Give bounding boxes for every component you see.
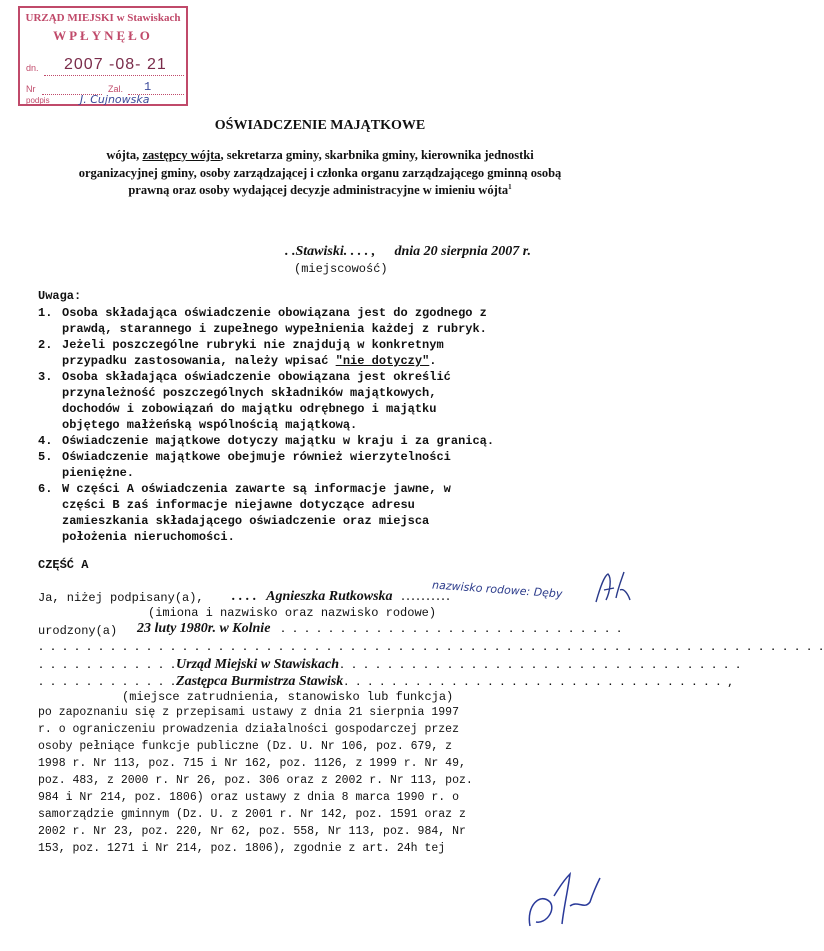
note-number: 2.: [38, 338, 53, 352]
maiden-name-handwritten: nazwisko rodowe: Dęby: [431, 578, 563, 601]
paragraph-line: 153, poz. 1271 i Nr 214, poz. 1806), zgodnie z art. 24h tej: [38, 842, 446, 855]
note-line: Jeżeli poszczególne rubryki nie znajdują w konkretnym: [62, 338, 444, 352]
paragraph-line: 2002 r. Nr 23, poz. 220, Nr 62, poz. 558, Nr 113, poz. 984, Nr: [38, 825, 466, 838]
born-value: 23 luty 1980r. w Kolnie: [137, 621, 271, 636]
note-line: Osoba składająca oświadczenie obowiązana jest określić: [62, 370, 451, 384]
position-value: Zastępca Burmistrza Stawisk: [176, 674, 344, 689]
paragraph-line: poz. 483, z 2000 r. Nr 26, poz. 306 oraz z 2002 r. Nr 113, poz.: [38, 774, 473, 787]
position-line: . . . . . . . . . . . .Zastępca Burmistrza Stawisk. . . . . . . . . . . . . . . . . . . . . . . . . . . . . . . . ,: [38, 674, 734, 689]
note-line: Oświadczenie majątkowe dotyczy majątku w kraju i za granicą.: [62, 434, 495, 448]
employment-caption: (miejsce zatrudnienia, stanowisko lub funkcja): [122, 690, 454, 704]
not-applicable-phrase: "nie dotyczy": [335, 354, 430, 368]
declarant-label: Ja, niżej podpisany(a),: [38, 591, 204, 605]
document-subtitle-line-1: wójta, zastępcy wójta, sekretarza gminy, skarbnika gminy, kierownika jednostki: [106, 148, 534, 162]
note-number: 1.: [38, 306, 53, 320]
note-line: prawdą, starannego i zupełnego wypełnienia każdej z rubryk.: [62, 322, 487, 336]
place-value: Stawiski: [295, 244, 344, 259]
stamp-signature: J. Cujnowska: [80, 93, 150, 106]
paragraph-line: samorządzie gminnym (Dz. U. z 2001 r. Nr 142, poz. 1591 oraz z: [38, 808, 466, 821]
note-line: części B zaś informacje niejawne dotyczące adresu: [62, 498, 415, 512]
document-subtitle-line-2: organizacyjnej gminy, osoby zarządzającej i członka organu zarządzającego gminną osobą: [78, 166, 562, 180]
stamp-nr-label: Nr: [26, 84, 36, 94]
stamp-zal-value: 1: [144, 80, 152, 94]
note-number: 6.: [38, 482, 53, 496]
note-line: Osoba składająca oświadczenie obowiązana jest do zgodnego z: [62, 306, 487, 320]
subtitle-underlined-role: zastępcy wójta: [142, 148, 221, 162]
note-line: pieniężne.: [62, 466, 135, 480]
born-label: urodzony(a): [38, 624, 118, 638]
declarant-name: Agnieszka Rutkowska: [266, 589, 393, 604]
note-number: 4.: [38, 434, 53, 448]
received-stamp: [18, 6, 188, 106]
stamp-dn-label: dn.: [26, 63, 39, 73]
handwritten-initials: [590, 568, 632, 608]
footnote-mark: 1: [508, 183, 512, 191]
paragraph-line: r. o ograniczeniu prowadzenia działalności gospodarczej przez: [38, 723, 459, 736]
blank-dots-line: . . . . . . . . . . . . . . . . . . . . . . . . . . . . . . . . . . . . . . . . . . . . . . . . . . . . . . . . . . . . . . . . . .: [38, 643, 824, 654]
names-caption: (imiona i nazwisko oraz nazwisko rodowe): [148, 606, 437, 620]
notes-heading: Uwaga:: [38, 289, 82, 303]
note-line: przypadku zastosowania, należy wpisać "nie dotyczy".: [62, 354, 437, 368]
handwritten-signature: [520, 866, 610, 936]
note-number: 3.: [38, 370, 53, 384]
born-line: 23 luty 1980r. w Kolnie . . . . . . . . . . . . . . . . . . . . . . . . . . . . .: [137, 621, 623, 636]
employer-value: Urząd Miejski w Stawiskach: [176, 657, 340, 672]
note-line: przynależność poszczególnych składników majątkowych,: [62, 386, 437, 400]
note-line: objętego małżeńską wspólnością majątkową.: [62, 418, 358, 432]
place-label: (miejscowość): [294, 262, 388, 276]
employer-line: . . . . . . . . . . . .Urząd Miejski w Stawiskach. . . . . . . . . . . . . . . . . . . . . . . . . . . . . . . . . .: [38, 657, 742, 672]
declarant-name-line: . . . . Agnieszka Rutkowska . . . . . . . . . .: [232, 589, 450, 604]
document-title: OŚWIADCZENIE MAJĄTKOWE: [214, 118, 426, 133]
stamp-office-name: URZĄD MIEJSKI w Stawiskach: [25, 12, 181, 24]
place-date-line: . .Stawiski. . . . , dnia 20 sierpnia 2007 r.: [285, 244, 531, 259]
part-a-heading: CZĘŚĆ A: [38, 558, 89, 572]
paragraph-line: 984 i Nr 214, poz. 1806) oraz ustawy z dnia 8 marca 1990 r. o: [38, 791, 459, 804]
stamp-date: 2007 -08- 21: [64, 56, 167, 73]
note-line: Oświadczenie majątkowe obejmuje również wierzytelności: [62, 450, 451, 464]
paragraph-line: po zapoznaniu się z przepisami ustawy z dnia 21 sierpnia 1997: [38, 706, 459, 719]
paragraph-line: osoby pełniące funkcje publiczne (Dz. U. Nr 106, poz. 679, z: [38, 740, 453, 753]
note-line: zamieszkania składającego oświadczenie oraz miejsca: [62, 514, 430, 528]
stamp-received-label: WPŁYNĘŁO: [53, 28, 153, 43]
document-subtitle-line-3: prawną oraz osoby wydającej decyzje administracyjne w imieniu wójta$^1$: [128, 183, 512, 198]
date-value: dnia 20 sierpnia 2007 r.: [394, 244, 531, 259]
paragraph-line: 1998 r. Nr 113, poz. 715 i Nr 162, poz. 1126, z 1999 r. Nr 49,: [38, 757, 466, 770]
stamp-podpis-label: podpis: [26, 96, 50, 105]
stamp-zal-label: Zal.: [108, 84, 124, 94]
note-line: W części A oświadczenia zawarte są informacje jawne, w: [62, 482, 451, 496]
note-line: położenia nieruchomości.: [62, 530, 235, 544]
note-line: dochodów i zobowiązań do majątku odrębnego i majątku: [62, 402, 437, 416]
stamp-date-line: [44, 75, 184, 76]
note-number: 5.: [38, 450, 53, 464]
